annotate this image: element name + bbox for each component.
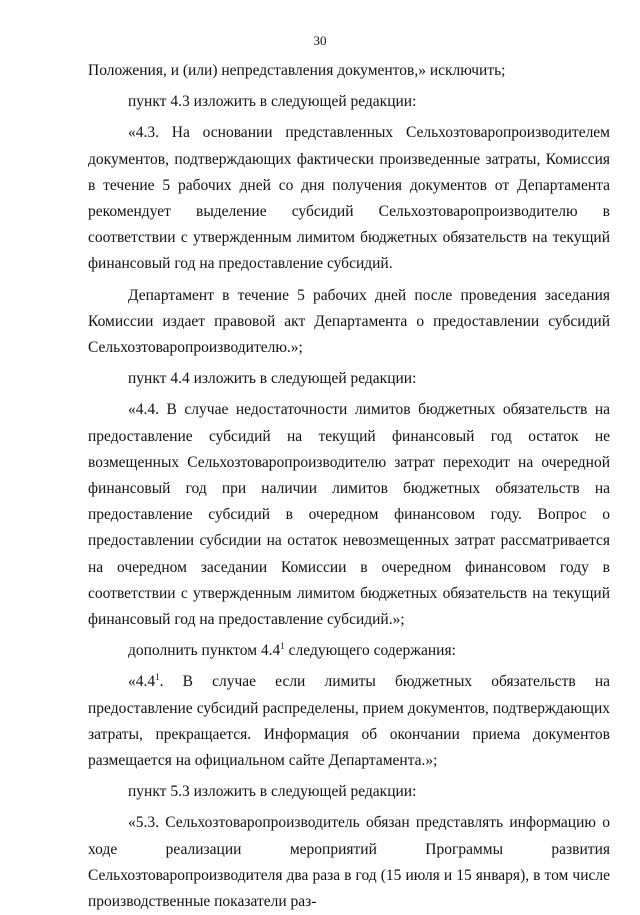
text-segment: дополнить пунктом 4.4 (128, 642, 281, 660)
document-body (88, 58, 610, 915)
text-segment: следующего содержания: (284, 642, 456, 660)
paragraph-item-5-3: «5.3. Сельхозтоваропроизводитель обязан представлять информацию о ходе реализации мероприятий Программы развития Сельхозтоваропроизводителя два раза в год (15 июля и 15 января), в том числе производственные показатели раз- (88, 814, 610, 911)
paragraph-item-4-3: «4.3. На основании представленных Сельхозтоваропроизводителем документов, подтверждающих фактически произведенные затраты, Комиссия в течение 5 рабочих дней со дня получения документов от Департамента рекомендует выделение субсидий Сельхозтоваропроизводителю в соответствии с утвержденным лимитом бюджетных обязательств на текущий финансовый год на предоставление субсидий. (88, 124, 610, 273)
paragraph-item-5-3-header: пункт 5.3 изложить в следующей редакции: (128, 783, 417, 801)
superscript: 1 (155, 672, 160, 683)
paragraph-item-4-4-1-header (88, 638, 610, 664)
paragraph-item-4-4-1 (88, 669, 610, 774)
paragraph-item-4-4-header: пункт 4.4 изложить в следующей редакции: (128, 370, 417, 388)
paragraph-department: Департамент в течение 5 рабочих дней после проведения заседания Комиссии издает правовой акт Департамента о предоставлении субсидий Сельхозтоваропроизводителю.»; (88, 286, 610, 357)
paragraph-item-4-4: «4.4. В случае недостаточности лимитов бюджетных обязательств на предоставление субсидий на текущий финансовый год остаток не возмещенных Сельхозтоваропроизводителю затрат переходит на очередной финансовый год при наличии лимитов бюджетных обязательств на предоставление субсидий в очередном финансовом году. Вопрос о предоставлении субсидии на остаток невозмещенных затрат рассматривается на очередном заседании Комиссии в очередном финансовом году в соответствии с утвержденным лимитом бюджетных обязательств на текущий финансовый год на предоставление субсидий.»; (88, 401, 610, 629)
text-segment: «4.4 (128, 673, 156, 691)
paragraph-intro: Положения, и (или) непредставления документов,» исключить; (88, 62, 506, 79)
page-number: 30 (313, 33, 327, 48)
paragraph-item-4-3-header: пункт 4.3 изложить в следующей редакции: (128, 93, 417, 111)
text-segment: . В случае если лимиты бюджетных обязательств на предоставление субсидий распределены, прием документов, подтверждающих затраты, прекращается. Информация об окончании приема документов размещается на официальном сайте Департамента.»; (88, 673, 610, 770)
superscript: 1 (280, 641, 285, 652)
